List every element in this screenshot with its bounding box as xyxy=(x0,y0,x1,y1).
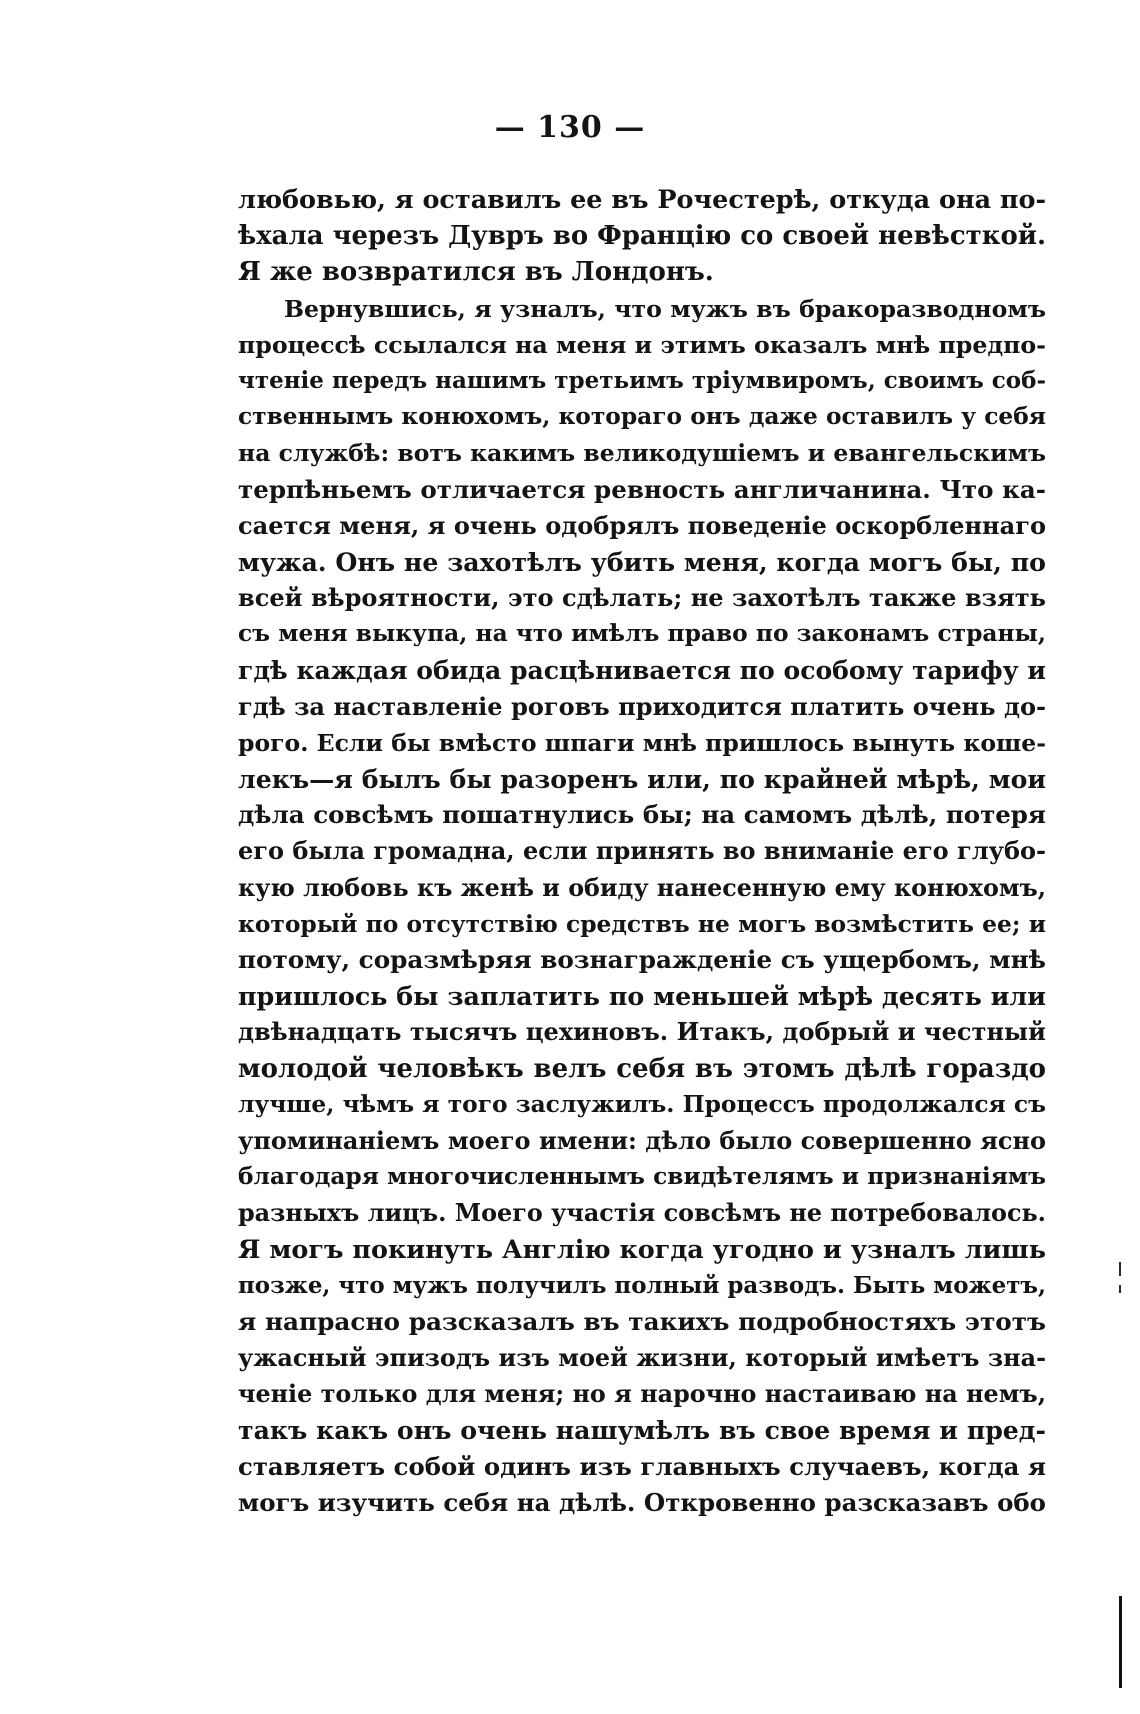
text-line: пришлось бы заплатить по меньшей мѣрѣ десять или xyxy=(238,981,1046,1012)
text-line: лучше, чѣмъ я того заслужилъ. Процессъ продолжался съ xyxy=(238,1090,1046,1118)
text-line: двѣнадцать тысячъ цехиновъ. Итакъ, добрый и честный xyxy=(238,1017,1046,1047)
body-text xyxy=(238,182,1046,1521)
text-line: мужа. Онъ не захотѣлъ убить меня, когда могъ бы, по xyxy=(238,546,1046,577)
text-line: молодой человѣкъ велъ себя въ этомъ дѣлѣ гораздо xyxy=(238,1053,1046,1084)
scan-edge-mark xyxy=(1119,1596,1122,1688)
text-line: лекъ—я былъ бы разоренъ или, по крайней мѣрѣ, мои xyxy=(238,764,1046,794)
text-line: сается меня, я очень одобрялъ поведеніе оскорбленнаго xyxy=(238,510,1046,540)
scan-edge-mark xyxy=(1119,1285,1121,1293)
text-line: ужасный эпизодъ изъ моей жизни, который имѣетъ зна- xyxy=(238,1344,1046,1372)
text-line: кую любовь къ женѣ и обиду нанесенную ему конюхомъ, xyxy=(238,873,1046,902)
text-line: терпѣньемъ отличается ревность англичанина. Что ка- xyxy=(238,474,1046,504)
text-line: который по отсутствію средствъ не могъ возмѣстить ее; и xyxy=(238,909,1046,938)
text-line: его была громадна, если принять во вниманіе его глубо- xyxy=(238,836,1046,866)
text-line: процессѣ ссылался на меня и этимъ оказалъ мнѣ предпо- xyxy=(238,330,1046,359)
text-line: упоминаніемъ моего имени: дѣло было совершенно ясно xyxy=(238,1126,1046,1155)
text-line: ственнымъ конюхомъ, котораго онъ даже оставилъ у себя xyxy=(238,403,1046,431)
text-line: съ меня выкупа, на что имѣлъ право по законамъ страны, xyxy=(238,620,1046,648)
text-line: Вернувшись, я узналъ, что мужъ въ бракоразводномъ xyxy=(284,294,1046,323)
text-line: Я же возвратился въ Лондонъ. xyxy=(238,257,714,288)
text-line: ченіе только для меня; но я нарочно настаиваю на немъ, xyxy=(238,1380,1046,1409)
text-line: дѣла совсѣмъ пошатнулись бы; на самомъ дѣлѣ, потеря xyxy=(238,800,1046,830)
text-line: могъ изучить себя на дѣлѣ. Откровенно разсказавъ обо xyxy=(238,1487,1046,1517)
text-line: на службѣ: вотъ какимъ великодушіемъ и евангельскимъ xyxy=(238,439,1046,468)
page-number: — 130 — xyxy=(494,110,646,145)
text-line: ѣхала черезъ Дувръ во Францію со своей невѣсткой. xyxy=(238,221,1046,252)
text-line: я напрасно разсказалъ въ такихъ подробностяхъ этотъ xyxy=(238,1306,1046,1336)
text-line: любовью, я оставилъ ее въ Рочестерѣ, откуда она по- xyxy=(238,185,1047,215)
text-line: потому, соразмѣряя вознагражденіе съ ущербомъ, мнѣ xyxy=(238,944,1046,974)
text-line: чтеніе передъ нашимъ третьимъ тріумвиромъ, своимъ соб- xyxy=(238,366,1046,394)
text-line: Я могъ покинуть Англію когда угодно и узналъ лишь xyxy=(238,1234,1046,1265)
text-line: гдѣ каждая обида расцѣнивается по особому тарифу и xyxy=(238,655,1046,686)
text-line: позже, что мужъ получилъ полный разводъ. Быть можетъ, xyxy=(238,1271,1046,1299)
text-line: всей вѣроятности, это сдѣлать; не захотѣлъ также взять xyxy=(238,583,1046,613)
scan-edge-mark xyxy=(1119,1262,1121,1276)
text-line: благодаря многочисленнымъ свидѣтелямъ и признаніямъ xyxy=(238,1163,1046,1191)
text-line: гдѣ за наставленіе роговъ приходится платить очень до- xyxy=(238,691,1046,721)
text-line: ставляетъ собой одинъ изъ главныхъ случаевъ, когда я xyxy=(238,1451,1046,1481)
text-line: разныхъ лицъ. Моего участія совсѣмъ не потребовалось. xyxy=(238,1199,1046,1228)
text-line: рого. Если бы вмѣсто шпаги мнѣ пришлось вынуть коше- xyxy=(238,728,1046,757)
text-line: такъ какъ онъ очень нашумѣлъ въ свое время и пред- xyxy=(238,1415,1046,1446)
